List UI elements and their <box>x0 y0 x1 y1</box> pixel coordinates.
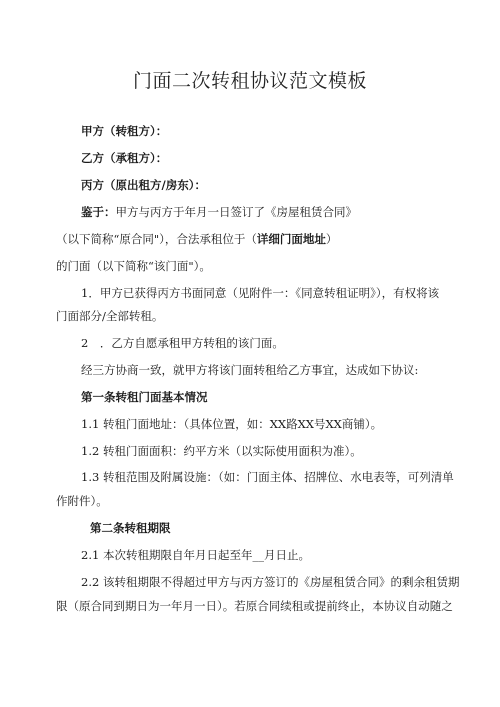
article-2-2-line-1: 2.2 该转租期限不得超过甲方与丙方签订的《房屋租赁合同》的剩余租赁期 <box>81 575 460 589</box>
article-1-3-line-1: 1.3 转租范围及附属设施：（如：门面主体、招牌位、水电表等，可列清单 <box>81 470 454 484</box>
recital-paragraph <box>81 205 357 220</box>
recital-line-2 <box>56 232 337 247</box>
article-2-2-line-2: 限（原合同到期日为一年月一日）。若原合同续租或提前终止，本协议自动随之 <box>56 599 453 613</box>
party-b-line: 乙方（承租方）： <box>81 151 168 165</box>
recital-line-3: 的门面（以下简称“该门面"）。 <box>56 259 211 273</box>
recital2-bold: 详细门面地址 <box>256 232 326 246</box>
recital-label: 鉴于： <box>81 205 116 219</box>
recital2-text: （以下简称“原合同"），合法承租位于（ <box>56 232 257 246</box>
party-a-line: 甲方（转租方）： <box>81 124 168 138</box>
article-1-1: 1.1 转租门面地址：（具体位置，如：XX路XX号XX商铺）。 <box>81 417 383 431</box>
item-1-line-1: 1．甲方已获得丙方书面同意（见附件一：《同意转租证明》），有权将该 <box>81 286 440 300</box>
item-2: 2 ．乙方自愿承租甲方转租的该门面。 <box>81 336 284 350</box>
recital-text: 甲方与丙方于年月一日签订了《房屋租赁合同》 <box>115 205 357 219</box>
recital2-end: ） <box>325 232 338 246</box>
article-1-2: 1.2 转租门面面积：约平方米（以实际使用面积为准）。 <box>81 444 362 458</box>
article-1-3-line-2: 作附件）。 <box>56 494 108 508</box>
party-c-line: 丙方（原出租方/房东）： <box>81 178 206 192</box>
article-2-heading: 第二条转租期限 <box>90 521 171 535</box>
article-2-1: 2.1 本次转租期限自年月日起至年__月日止。 <box>81 548 310 562</box>
document-title: 门面二次转租协议范文模板 <box>132 70 367 92</box>
consensus-paragraph: 经三方协商一致，就甲方将该门面转租给乙方事宜，达成如下协议: <box>81 363 419 377</box>
article-1-heading: 第一条转租门面基本情况 <box>81 390 208 404</box>
item-1-line-2: 门面部分/全部转租。 <box>56 309 164 323</box>
